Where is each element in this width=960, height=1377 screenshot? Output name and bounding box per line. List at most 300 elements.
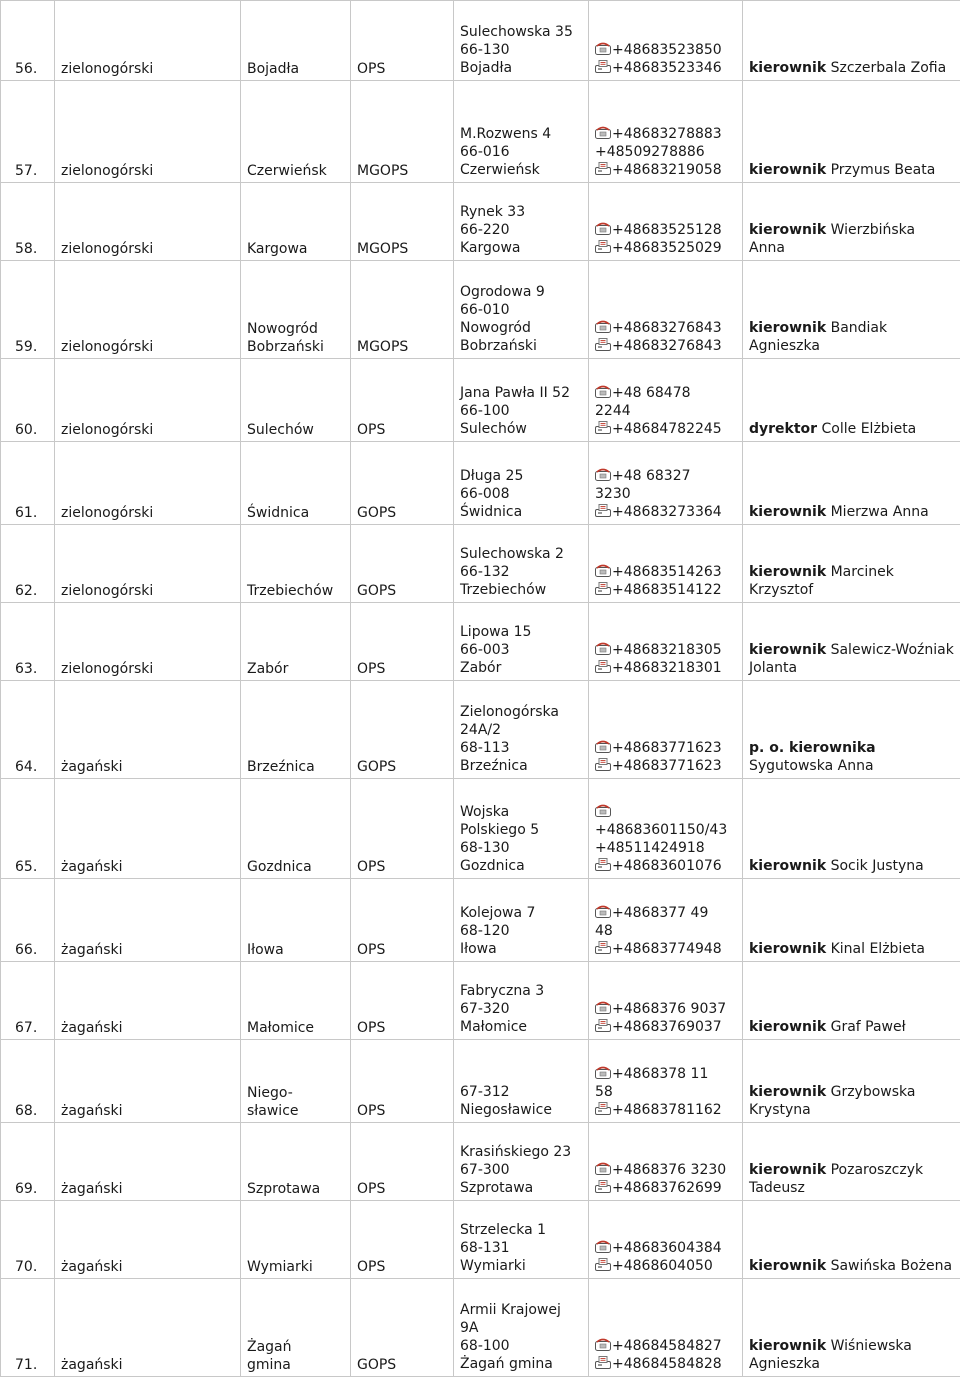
county-cell: żagański	[55, 879, 241, 962]
address-cell	[454, 525, 589, 603]
municipality-line: Bobrzański	[247, 338, 344, 356]
phone-number: +4868604050	[612, 1258, 713, 1274]
address-line: Strzelecka 1	[460, 1221, 582, 1239]
contact-name: Socik Justyna	[831, 858, 924, 874]
institution-type-cell: OPS	[351, 359, 454, 442]
phone-number: +48683762699	[612, 1180, 722, 1196]
municipality-cell	[241, 442, 351, 525]
address-line: Jana Pawła II 52	[460, 384, 582, 402]
contact-role: kierownik	[749, 642, 826, 658]
phone-icon	[595, 564, 611, 577]
address-line: 68-113	[460, 739, 582, 757]
address-line: 66-003	[460, 641, 582, 659]
municipality-cell	[241, 261, 351, 359]
contact-name: Wierzbińska Anna	[749, 222, 915, 256]
fax-icon	[595, 504, 611, 517]
municipality-line: Trzebiechów	[247, 582, 344, 600]
address-line: 68-131	[460, 1239, 582, 1257]
contact-name: Kinal Elżbieta	[831, 941, 925, 957]
table-row	[1, 261, 960, 359]
address-line: Bojadła	[460, 59, 582, 77]
address-cell	[454, 442, 589, 525]
county-cell: zielonogórski	[55, 603, 241, 681]
table-row	[1, 779, 960, 879]
contact-name: Colle Elżbieta	[822, 421, 917, 437]
phone-number: +48683774948	[612, 941, 722, 957]
phone-number: 2244	[595, 403, 631, 419]
row-number: 59.	[1, 261, 55, 359]
phone-number: +48 68478	[612, 385, 691, 401]
address-cell	[454, 962, 589, 1040]
fax-icon	[595, 338, 611, 351]
phone-number: 58	[595, 1084, 613, 1100]
address-line: Lipowa 15	[460, 623, 582, 641]
address-line: Świdnica	[460, 503, 582, 521]
row-number: 60.	[1, 359, 55, 442]
phone-cell	[589, 603, 743, 681]
municipality-cell	[241, 525, 351, 603]
municipality-cell	[241, 962, 351, 1040]
row-number: 70.	[1, 1201, 55, 1279]
table-row	[1, 1279, 960, 1377]
contact-name: Bandiak Agnieszka	[749, 320, 887, 354]
contact-role: kierownik	[749, 504, 826, 520]
institution-type-cell: OPS	[351, 879, 454, 962]
address-cell	[454, 261, 589, 359]
row-number: 64.	[1, 681, 55, 779]
address-line: Iłowa	[460, 940, 582, 958]
phone-icon	[595, 385, 611, 398]
contact-role: kierownik	[749, 564, 826, 580]
address-cell	[454, 879, 589, 962]
address-line: Zielonogórska	[460, 703, 582, 721]
municipality-line: Bojadła	[247, 60, 344, 78]
phone-cell	[589, 879, 743, 962]
contact-cell	[743, 1279, 960, 1377]
phone-number: +48683525128	[612, 222, 722, 238]
contact-role: kierownik	[749, 941, 826, 957]
phone-number: +48511424918	[595, 840, 705, 856]
municipality-cell	[241, 359, 351, 442]
phone-icon	[595, 1162, 611, 1175]
contact-cell	[743, 681, 960, 779]
municipality-cell	[241, 603, 351, 681]
phone-number: +4868378 11	[612, 1066, 708, 1082]
phone-number: +48684782245	[612, 421, 722, 437]
municipality-line: Czerwieńsk	[247, 162, 344, 180]
contact-role: kierownik	[749, 162, 826, 178]
municipality-cell	[241, 681, 351, 779]
address-line: Kargowa	[460, 239, 582, 257]
institution-type-cell: MGOPS	[351, 81, 454, 183]
row-number: 65.	[1, 779, 55, 879]
municipality-line: Brzeźnica	[247, 758, 344, 776]
contact-name: Sawińska Bożena	[831, 1258, 952, 1274]
row-number: 56.	[1, 1, 55, 81]
address-cell	[454, 1279, 589, 1377]
address-line: Krasińskiego 23	[460, 1143, 582, 1161]
institution-type-cell: OPS	[351, 1123, 454, 1201]
municipality-line: Świdnica	[247, 504, 344, 522]
row-number: 63.	[1, 603, 55, 681]
table-row	[1, 1123, 960, 1201]
county-cell: zielonogórski	[55, 183, 241, 261]
phone-number: +48683218301	[612, 660, 722, 676]
address-line: Czerwieńsk	[460, 161, 582, 179]
contact-cell	[743, 261, 960, 359]
address-line: Fabryczna 3	[460, 982, 582, 1000]
address-line: 66-016	[460, 143, 582, 161]
address-line: 67-300	[460, 1161, 582, 1179]
address-line: Gozdnica	[460, 857, 582, 875]
address-line: 67-320	[460, 1000, 582, 1018]
municipality-line: Nowogród	[247, 320, 344, 338]
phone-cell	[589, 681, 743, 779]
phone-icon	[595, 804, 611, 817]
phone-number: +48683525029	[612, 240, 722, 256]
address-line: 66-220	[460, 221, 582, 239]
county-cell: żagański	[55, 1123, 241, 1201]
fax-icon	[595, 421, 611, 434]
contact-name: Pozaroszczyk Tadeusz	[749, 1162, 923, 1196]
address-line: 9A	[460, 1319, 582, 1337]
phone-number: +48683771623	[612, 740, 722, 756]
contact-name: Grzybowska Krystyna	[749, 1084, 915, 1118]
fax-icon	[595, 660, 611, 673]
fax-icon	[595, 858, 611, 871]
county-cell: zielonogórski	[55, 1, 241, 81]
municipality-line: gmina	[247, 1356, 344, 1374]
fax-icon	[595, 941, 611, 954]
address-line: 66-132	[460, 563, 582, 581]
county-cell: żagański	[55, 779, 241, 879]
phone-cell	[589, 779, 743, 879]
contact-role: kierownik	[749, 858, 826, 874]
phone-cell	[589, 525, 743, 603]
phone-icon	[595, 42, 611, 55]
contact-cell	[743, 879, 960, 962]
phone-number: +48683276843	[612, 338, 722, 354]
phone-icon	[595, 320, 611, 333]
municipality-line: Zabór	[247, 660, 344, 678]
address-line: Brzeźnica	[460, 757, 582, 775]
address-line: Bobrzański	[460, 337, 582, 355]
institution-type-cell: MGOPS	[351, 261, 454, 359]
address-line: Polskiego 5	[460, 821, 582, 839]
phone-cell	[589, 261, 743, 359]
address-line: 66-010	[460, 301, 582, 319]
contact-cell	[743, 525, 960, 603]
contact-role: kierownik	[749, 222, 826, 238]
phone-icon	[595, 642, 611, 655]
contact-name: Wiśniewska Agnieszka	[749, 1338, 912, 1372]
contact-cell	[743, 1201, 960, 1279]
table-row	[1, 81, 960, 183]
address-cell	[454, 681, 589, 779]
phone-cell	[589, 962, 743, 1040]
municipality-line: Żagań	[247, 1338, 344, 1356]
county-cell: zielonogórski	[55, 81, 241, 183]
municipality-cell	[241, 779, 351, 879]
phone-number: +48683601150/43	[595, 822, 727, 838]
phone-cell	[589, 183, 743, 261]
address-line: Sulechowska 2	[460, 545, 582, 563]
phone-number: +48683218305	[612, 642, 722, 658]
municipality-cell	[241, 1123, 351, 1201]
phone-number: +4868376 9037	[612, 1001, 726, 1017]
address-line: Małomice	[460, 1018, 582, 1036]
address-cell	[454, 603, 589, 681]
address-line: Zabór	[460, 659, 582, 677]
contact-name: Graf Paweł	[831, 1019, 906, 1035]
phone-number: 48	[595, 923, 613, 939]
municipality-line: Gozdnica	[247, 858, 344, 876]
address-line: 68-100	[460, 1337, 582, 1355]
address-line: Sulechów	[460, 420, 582, 438]
county-cell: żagański	[55, 1040, 241, 1123]
contact-cell	[743, 1040, 960, 1123]
municipality-cell	[241, 81, 351, 183]
phone-number: +48683769037	[612, 1019, 722, 1035]
address-cell	[454, 81, 589, 183]
phone-number: +48684584828	[612, 1356, 722, 1372]
address-line: Szprotawa	[460, 1179, 582, 1197]
institution-type-cell: GOPS	[351, 525, 454, 603]
phone-cell	[589, 1, 743, 81]
contact-role: dyrektor	[749, 421, 817, 437]
address-line: Armii Krajowej	[460, 1301, 582, 1319]
phone-cell	[589, 442, 743, 525]
municipality-cell	[241, 879, 351, 962]
phone-number: 3230	[595, 486, 631, 502]
phone-cell	[589, 359, 743, 442]
phone-number: +48683514263	[612, 564, 722, 580]
phone-cell	[589, 1040, 743, 1123]
table-row	[1, 1201, 960, 1279]
fax-icon	[595, 60, 611, 73]
institution-type-cell: GOPS	[351, 442, 454, 525]
municipality-line: Niego-	[247, 1084, 344, 1102]
table-row	[1, 962, 960, 1040]
contact-name: Sygutowska Anna	[749, 758, 874, 774]
institution-type-cell: OPS	[351, 962, 454, 1040]
table-row	[1, 879, 960, 962]
phone-number: +48683771623	[612, 758, 722, 774]
phone-icon	[595, 1240, 611, 1253]
address-line: 68-120	[460, 922, 582, 940]
municipality-cell	[241, 1, 351, 81]
row-number: 68.	[1, 1040, 55, 1123]
institution-type-cell: OPS	[351, 779, 454, 879]
address-line: Rynek 33	[460, 203, 582, 221]
table-row	[1, 525, 960, 603]
row-number: 67.	[1, 962, 55, 1040]
institution-type-cell: GOPS	[351, 1279, 454, 1377]
phone-icon	[595, 905, 611, 918]
municipality-line: Szprotawa	[247, 1180, 344, 1198]
phone-number: +48683219058	[612, 162, 722, 178]
contact-role: p. o. kierownika	[749, 740, 876, 756]
fax-icon	[595, 240, 611, 253]
address-line: Wymiarki	[460, 1257, 582, 1275]
row-number: 58.	[1, 183, 55, 261]
phone-icon	[595, 1338, 611, 1351]
municipality-line: Iłowa	[247, 941, 344, 959]
contact-role: kierownik	[749, 1338, 826, 1354]
contact-role: kierownik	[749, 1162, 826, 1178]
address-line: 68-130	[460, 839, 582, 857]
county-cell: zielonogórski	[55, 359, 241, 442]
contact-role: kierownik	[749, 1019, 826, 1035]
county-cell: zielonogórski	[55, 525, 241, 603]
row-number: 61.	[1, 442, 55, 525]
phone-cell	[589, 1201, 743, 1279]
phone-number: +48683781162	[612, 1102, 722, 1118]
address-cell	[454, 1201, 589, 1279]
institution-type-cell: OPS	[351, 1201, 454, 1279]
address-cell	[454, 183, 589, 261]
row-number: 57.	[1, 81, 55, 183]
municipality-line: Kargowa	[247, 240, 344, 258]
phone-cell	[589, 1279, 743, 1377]
contact-name: Mierzwa Anna	[831, 504, 929, 520]
fax-icon	[595, 1258, 611, 1271]
county-cell: żagański	[55, 681, 241, 779]
fax-icon	[595, 162, 611, 175]
fax-icon	[595, 1102, 611, 1115]
table-row	[1, 442, 960, 525]
institution-type-cell: OPS	[351, 1, 454, 81]
municipality-cell	[241, 1279, 351, 1377]
phone-number: +48683276843	[612, 320, 722, 336]
county-cell: żagański	[55, 1279, 241, 1377]
phone-icon	[595, 740, 611, 753]
fax-icon	[595, 758, 611, 771]
address-line: Trzebiechów	[460, 581, 582, 599]
address-cell	[454, 1040, 589, 1123]
address-line: 66-130	[460, 41, 582, 59]
institution-type-cell: GOPS	[351, 681, 454, 779]
municipality-line: Małomice	[247, 1019, 344, 1037]
table-row	[1, 183, 960, 261]
row-number: 62.	[1, 525, 55, 603]
municipality-line: Sulechów	[247, 421, 344, 439]
contact-cell	[743, 442, 960, 525]
phone-icon	[595, 468, 611, 481]
phone-number: +4868377 49	[612, 905, 708, 921]
county-cell: żagański	[55, 962, 241, 1040]
contact-name: Szczerbala Zofia	[831, 60, 947, 76]
contact-cell	[743, 1, 960, 81]
contact-cell	[743, 962, 960, 1040]
fax-icon	[595, 582, 611, 595]
table-row	[1, 681, 960, 779]
row-number: 71.	[1, 1279, 55, 1377]
address-line: Kolejowa 7	[460, 904, 582, 922]
phone-number: +48683523850	[612, 42, 722, 58]
fax-icon	[595, 1180, 611, 1193]
phone-icon	[595, 1001, 611, 1014]
address-line: M.Rozwens 4	[460, 125, 582, 143]
fax-icon	[595, 1019, 611, 1032]
phone-icon	[595, 1066, 611, 1079]
contact-name: Marcinek Krzysztof	[749, 564, 894, 598]
municipality-line: sławice	[247, 1102, 344, 1120]
contact-name: Przymus Beata	[831, 162, 936, 178]
contact-cell	[743, 779, 960, 879]
address-cell	[454, 779, 589, 879]
phone-number: +48683604384	[612, 1240, 722, 1256]
phone-icon	[595, 222, 611, 235]
phone-number: +48683273364	[612, 504, 722, 520]
table-row	[1, 603, 960, 681]
institution-type-cell: OPS	[351, 603, 454, 681]
contact-role: kierownik	[749, 1084, 826, 1100]
phone-number: +48683514122	[612, 582, 722, 598]
contact-cell	[743, 359, 960, 442]
phone-cell	[589, 81, 743, 183]
table-row	[1, 359, 960, 442]
contact-cell	[743, 603, 960, 681]
contact-role: kierownik	[749, 60, 826, 76]
address-cell	[454, 1123, 589, 1201]
address-cell	[454, 359, 589, 442]
address-line: Sulechowska 35	[460, 23, 582, 41]
county-cell: zielonogórski	[55, 442, 241, 525]
phone-icon	[595, 126, 611, 139]
contact-cell	[743, 183, 960, 261]
table-row	[1, 1040, 960, 1123]
address-line: Ogrodowa 9	[460, 283, 582, 301]
county-cell: żagański	[55, 1201, 241, 1279]
contact-cell	[743, 81, 960, 183]
municipality-cell	[241, 1201, 351, 1279]
phone-number: +48683601076	[612, 858, 722, 874]
contact-role: kierownik	[749, 320, 826, 336]
address-line: 66-100	[460, 402, 582, 420]
phone-number: +4868376 3230	[612, 1162, 726, 1178]
contact-role: kierownik	[749, 1258, 826, 1274]
county-cell: zielonogórski	[55, 261, 241, 359]
phone-number: +48684584827	[612, 1338, 722, 1354]
address-line: 66-008	[460, 485, 582, 503]
table-row	[1, 1, 960, 81]
row-number: 69.	[1, 1123, 55, 1201]
address-line: Niegosławice	[460, 1101, 582, 1119]
institution-type-cell: MGOPS	[351, 183, 454, 261]
address-line: 67-312	[460, 1083, 582, 1101]
address-line: 24A/2	[460, 721, 582, 739]
address-line: Żagań gmina	[460, 1355, 582, 1373]
municipality-cell	[241, 183, 351, 261]
phone-number: +48509278886	[595, 144, 705, 160]
phone-number: +48683523346	[612, 60, 722, 76]
address-cell	[454, 1, 589, 81]
row-number: 66.	[1, 879, 55, 962]
address-line: Długa 25	[460, 467, 582, 485]
phone-number: +48 68327	[612, 468, 691, 484]
contact-cell	[743, 1123, 960, 1201]
address-line: Nowogród	[460, 319, 582, 337]
municipality-cell	[241, 1040, 351, 1123]
municipality-line: Wymiarki	[247, 1258, 344, 1276]
phone-number: +48683278883	[612, 126, 722, 142]
institution-type-cell: OPS	[351, 1040, 454, 1123]
phone-cell	[589, 1123, 743, 1201]
address-line: Wojska	[460, 803, 582, 821]
contact-name: Salewicz-Woźniak Jolanta	[749, 642, 954, 676]
fax-icon	[595, 1356, 611, 1369]
